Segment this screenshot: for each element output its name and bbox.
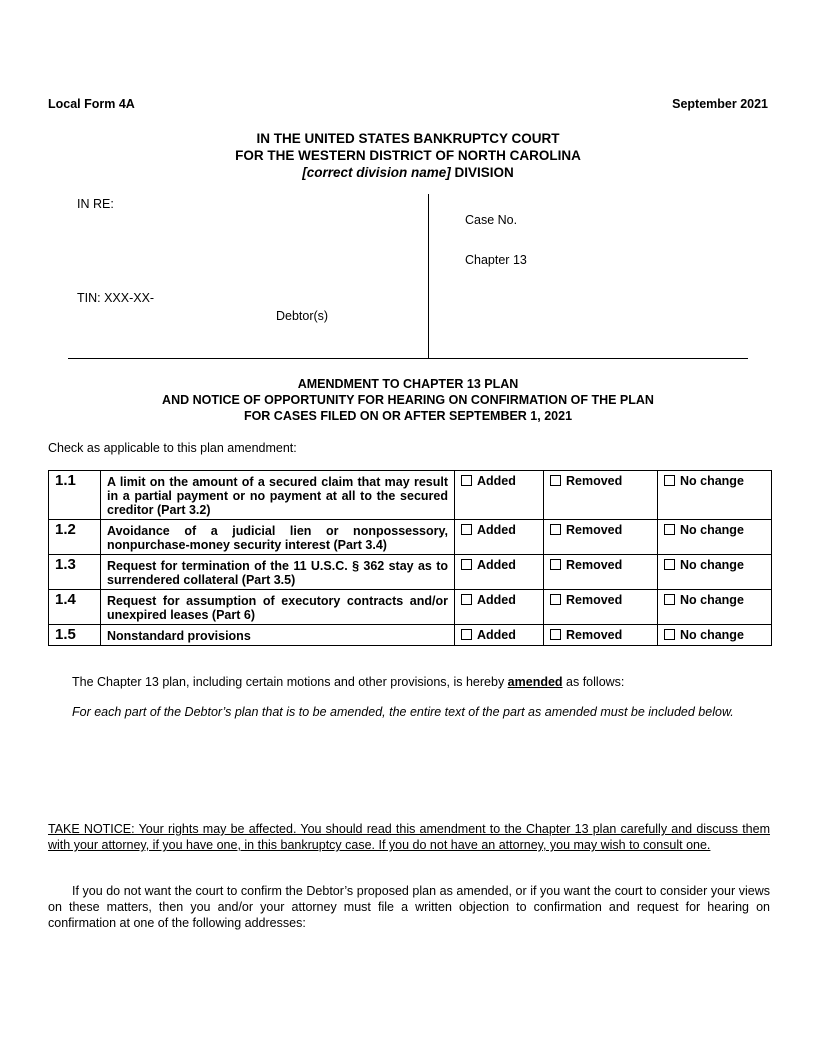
removed-label: Removed: [566, 523, 623, 537]
no-change-label: No change: [680, 523, 744, 537]
row-number: 1.1: [49, 471, 101, 520]
amended-word: amended: [507, 675, 563, 689]
take-notice-paragraph: TAKE NOTICE: Your rights may be affected. You should read this amendment to the Chapter 13 plan carefully and discuss them with your attorney, if you have one, in this bankruptcy case. If you do not have an attorney, you may wish to consult one.: [48, 822, 770, 852]
checklist-row: [49, 590, 772, 625]
checklist-row: [49, 625, 772, 646]
added-option[interactable]: [455, 520, 544, 555]
added-checkbox[interactable]: [461, 629, 472, 640]
case-number-label: Case No.: [465, 213, 518, 227]
removed-checkbox[interactable]: [550, 475, 561, 486]
added-label: Added: [477, 628, 516, 642]
row-description: Request for assumption of executory contracts and/or unexpired leases (Part 6): [101, 590, 455, 625]
no-change-checkbox[interactable]: [664, 629, 675, 640]
removed-checkbox[interactable]: [550, 559, 561, 570]
row-number: 1.3: [49, 555, 101, 590]
added-label: Added: [477, 523, 516, 537]
removed-checkbox[interactable]: [550, 524, 561, 535]
court-heading: [0, 130, 816, 181]
added-label: Added: [477, 474, 516, 488]
debtor-label: Debtor(s): [276, 309, 329, 323]
amendment-instruction: For each part of the Debtor’s plan that is to be amended, the entire text of the part as amended must be included below.: [72, 705, 734, 719]
checklist-row: [49, 520, 772, 555]
check-instruction: Check as applicable to this plan amendment:: [48, 441, 297, 455]
no-change-label: No change: [680, 628, 744, 642]
added-option[interactable]: [455, 555, 544, 590]
removed-label: Removed: [566, 474, 623, 488]
row-number: 1.5: [49, 625, 101, 646]
row-number: 1.4: [49, 590, 101, 625]
no-change-checkbox[interactable]: [664, 559, 675, 570]
division-label: DIVISION: [450, 165, 514, 180]
added-checkbox[interactable]: [461, 524, 472, 535]
row-description: Avoidance of a judicial lien or nonpossessory, nonpurchase-money security interest (Part 3.4): [101, 520, 455, 555]
added-option[interactable]: [455, 625, 544, 646]
court-line-1: IN THE UNITED STATES BANKRUPTCY COURT: [256, 131, 560, 146]
removed-option[interactable]: [544, 555, 658, 590]
no-change-checkbox[interactable]: [664, 475, 675, 486]
no-change-label: No change: [680, 558, 744, 572]
no-change-option[interactable]: [658, 625, 772, 646]
amendment-checklist-table: [48, 470, 772, 646]
amended-statement: [72, 675, 624, 689]
division-placeholder: [correct division name]: [302, 165, 451, 180]
added-checkbox[interactable]: [461, 559, 472, 570]
added-checkbox[interactable]: [461, 594, 472, 605]
chapter-label: Chapter 13: [465, 253, 527, 267]
removed-option[interactable]: [544, 520, 658, 555]
removed-option[interactable]: [544, 471, 658, 520]
row-number: 1.2: [49, 520, 101, 555]
form-name: Local Form 4A: [48, 97, 135, 111]
no-change-option[interactable]: [658, 555, 772, 590]
no-change-option[interactable]: [658, 590, 772, 625]
removed-option[interactable]: [544, 590, 658, 625]
added-option[interactable]: [455, 590, 544, 625]
added-label: Added: [477, 593, 516, 607]
court-line-3: [0, 164, 816, 181]
added-checkbox[interactable]: [461, 475, 472, 486]
removed-label: Removed: [566, 628, 623, 642]
removed-checkbox[interactable]: [550, 629, 561, 640]
no-change-label: No change: [680, 593, 744, 607]
caption-vertical-divider: [428, 194, 429, 359]
caption-horizontal-divider: [68, 358, 748, 359]
objection-paragraph: If you do not want the court to confirm the Debtor’s proposed plan as amended, or if you want the court to consider your views on these matters, then you and/or your attorney must file a written objection to confirmation and request for hearing on confirmation at one of the following addresses:: [48, 884, 770, 930]
title-line-3: FOR CASES FILED ON OR AFTER SEPTEMBER 1, 2021: [243, 409, 573, 423]
no-change-option[interactable]: [658, 471, 772, 520]
row-description: A limit on the amount of a secured claim that may result in a partial payment or no payment at all to the secured creditor (Part 3.2): [101, 471, 455, 520]
removed-label: Removed: [566, 593, 623, 607]
amended-statement-text: The Chapter 13 plan, including certain motions and other provisions, is hereby: [72, 675, 508, 689]
row-description: Request for termination of the 11 U.S.C. § 362 stay as to surrendered collateral (Part 3.5): [101, 555, 455, 590]
checklist-row: [49, 471, 772, 520]
no-change-checkbox[interactable]: [664, 594, 675, 605]
added-label: Added: [477, 558, 516, 572]
in-re-label: IN RE:: [77, 197, 114, 211]
title-line-2: AND NOTICE OF OPPORTUNITY FOR HEARING ON CONFIRMATION OF THE PLAN: [162, 393, 654, 407]
document-title: [0, 376, 816, 424]
court-line-2: FOR THE WESTERN DISTRICT OF NORTH CAROLINA: [235, 148, 581, 163]
no-change-option[interactable]: [658, 520, 772, 555]
amended-statement-end: as follows:: [562, 675, 625, 689]
no-change-checkbox[interactable]: [664, 524, 675, 535]
removed-label: Removed: [566, 558, 623, 572]
checklist-row: [49, 555, 772, 590]
row-description: Nonstandard provisions: [101, 625, 455, 646]
tin-label: TIN: XXX-XX-: [77, 291, 155, 305]
title-line-1: AMENDMENT TO CHAPTER 13 PLAN: [297, 377, 519, 391]
no-change-label: No change: [680, 474, 744, 488]
removed-checkbox[interactable]: [550, 594, 561, 605]
form-date: September 2021: [672, 97, 768, 111]
removed-option[interactable]: [544, 625, 658, 646]
added-option[interactable]: [455, 471, 544, 520]
